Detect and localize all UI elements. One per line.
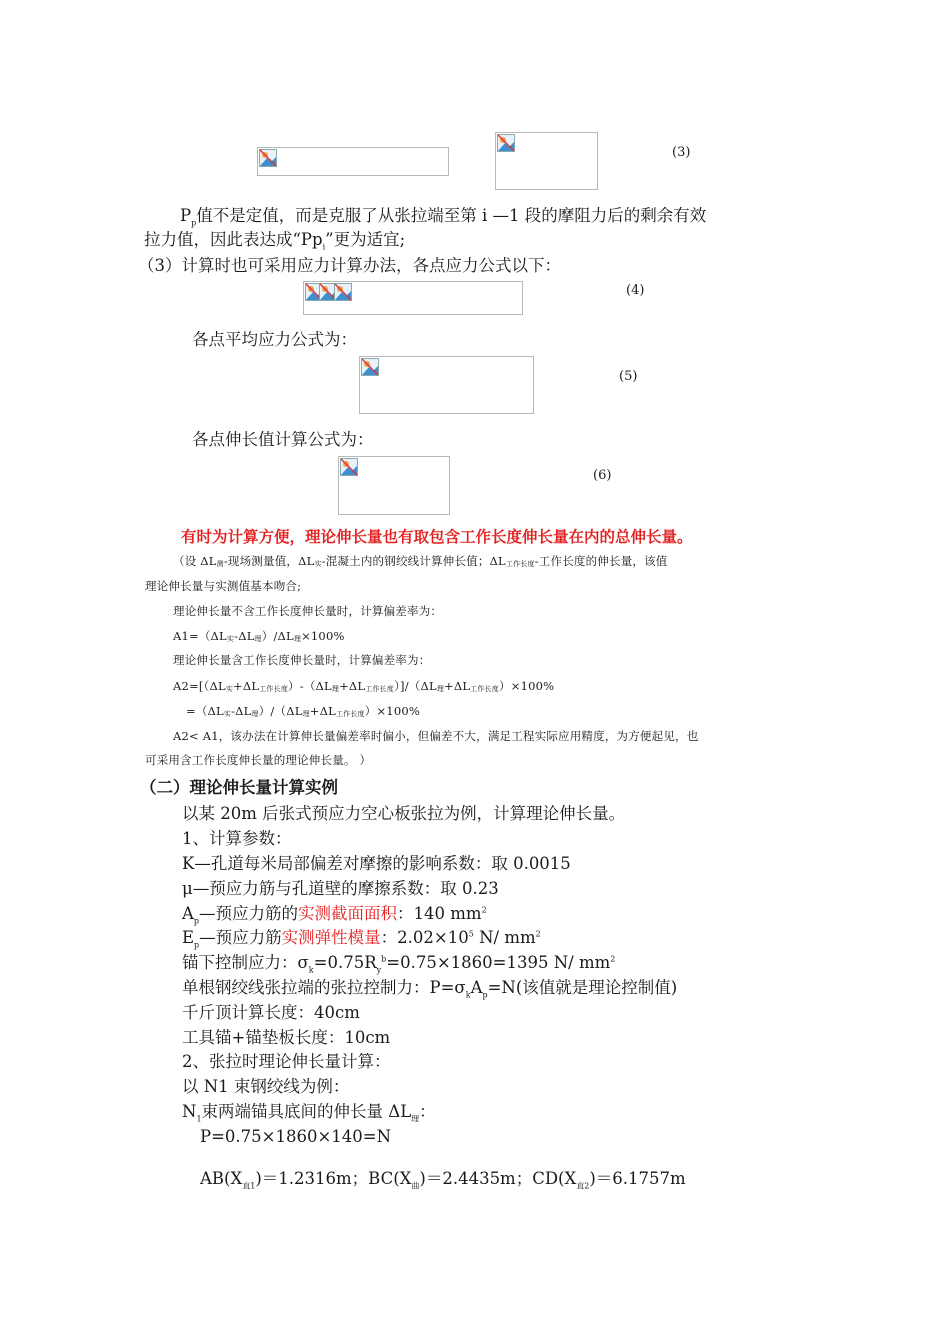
section-title: （二）理论伸长量计算实例: [140, 778, 338, 797]
note-line: 理论伸长量含工作长度伸长量时，计算偏差率为：: [173, 653, 431, 667]
calc-p: P=0.75×1860×140=N: [200, 1127, 392, 1146]
param-sigma: 锚下控制应力：$\sigma_k=0.75R_y^b=0.75\times 1860=1395$ N/ $mm^2$: [182, 953, 616, 975]
note-line: （设 $\Delta L_测-$现场测量值，$\Delta L_实-$混凝土内的钢绞线计算伸长值；$\Delta L_{工作长度}-$工作长度的伸长量，该值: [173, 554, 668, 568]
body-heading-calc: 2、张拉时理论伸长量计算：: [182, 1052, 391, 1071]
param-jack: 千斤顶计算长度：40cm: [182, 1003, 360, 1022]
body-n1-elongation: $N_1$束两端锚具底间的伸长量 $\Delta L_理$：: [182, 1102, 436, 1124]
note-formula-a1: $A1=(\Delta L_实-\Delta L_理)/\Delta L_理\times 100\%$: [173, 629, 345, 643]
equation-number: (3): [672, 145, 691, 160]
equation-image-6: [338, 456, 450, 515]
broken-image-icon: [334, 283, 352, 301]
param-k: K—孔道每米局部偏差对摩擦的影响系数：取 0.0015: [182, 854, 571, 873]
param-anchor: 工具锚+锚垫板长度：10cm: [182, 1028, 391, 1047]
paragraph-pp: $P_p$值不是定值，而是克服了从张拉端至第 i —1 段的摩阻力后的剩余有效: [180, 206, 707, 228]
broken-image-icon: [340, 458, 358, 476]
red-note: 有时为计算方便，理论伸长量也有取包含工作长度伸长量在内的总伸长量。: [181, 528, 693, 546]
broken-image-icon: [361, 358, 379, 376]
equation-image-4: [303, 281, 523, 315]
equation-number: (6): [593, 468, 612, 483]
note-line: A2< A1，该办法在计算伸长量偏差率时偏小，但偏差不大，满足工程实际应用精度，为方便起见，也: [173, 729, 699, 743]
body-heading-params: 1、计算参数：: [182, 829, 292, 848]
param-p: 单根钢绞线张拉端的张拉控制力：$P=\sigma_kA_p=N$(该值就是理论控制值): [182, 978, 678, 1000]
note-formula-a2-simplified: $=(\Delta L_实-\Delta L_理)/(\Delta L_理+\Delta L_{工作长度})\times 100\%$: [186, 704, 420, 718]
equation-number: (5): [619, 369, 638, 384]
equation-image-3b: [495, 132, 598, 190]
note-line: 理论伸长量与实测值基本吻合;: [145, 579, 302, 593]
paragraph-stress-method: （3）计算时也可采用应力计算办法，各点应力公式以下：: [138, 256, 561, 275]
note-line: 理论伸长量不含工作长度伸长量时，计算偏差率为：: [173, 604, 443, 618]
body-intro: 以某 20m 后张式预应力空心板张拉为例，计算理论伸长量。: [182, 804, 626, 823]
param-mu: μ—预应力筋与孔道壁的摩擦系数：取 0.23: [182, 879, 499, 898]
paragraph-avg-stress: 各点平均应力公式为：: [192, 330, 357, 349]
equation-image-5: [359, 356, 534, 414]
equation-image-3a: [257, 147, 449, 176]
paragraph-pp-line2: 拉力值，因此表达成“$Pp_i$”更为适宜;: [144, 230, 406, 252]
note-line: 可采用含工作长度伸长量的理论伸长量。 ）: [145, 753, 372, 767]
note-formula-a2: $A2=[(\Delta L_实+\Delta L_{工作长度})-(\Delta L_理+\Delta L_{工作长度})]/(\Delta L_理+\Delta L_{工作长度})\times 100\%$: [173, 679, 555, 693]
calc-segments: $AB(X_{直1})=1.2316m$；$BC(X_曲)=2.4435m$；$CD(X_{直2})=6.1757m$: [200, 1169, 686, 1191]
body-n1: 以 N1 束钢绞线为例：: [182, 1077, 350, 1096]
broken-image-icon: [497, 134, 515, 152]
param-ep: $E_p—$预应力筋实测弹性模量：$2.02\times 10^5$ N/ $mm^2$: [182, 928, 541, 950]
broken-image-icon: [259, 149, 277, 167]
equation-number: (4): [626, 283, 645, 298]
paragraph-elongation: 各点伸长值计算公式为：: [192, 430, 374, 449]
param-ap: $A_p—$预应力筋的实测截面面积：140 $mm^2$: [182, 904, 487, 926]
